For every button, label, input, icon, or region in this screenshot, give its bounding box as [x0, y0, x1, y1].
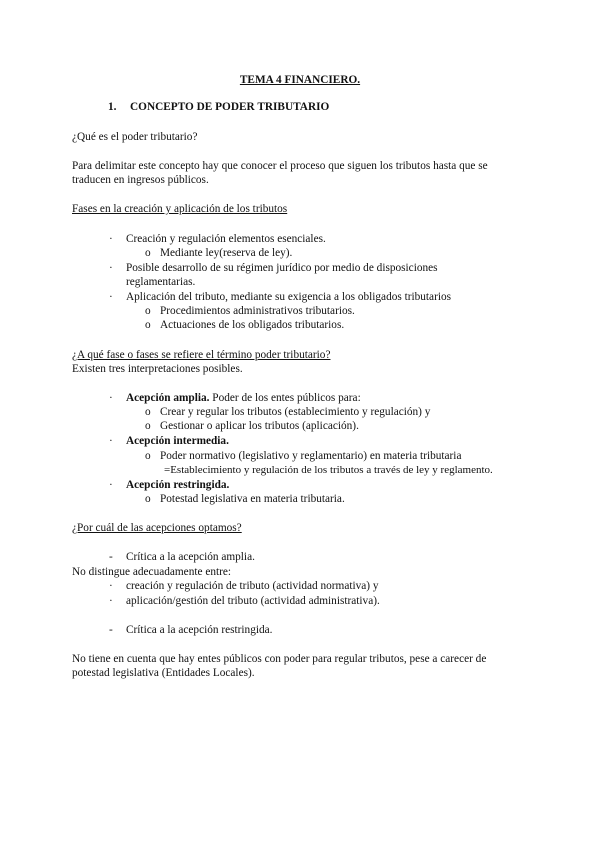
fases-heading: Fases en la creación y aplicación de los tributos — [72, 203, 288, 215]
page-title: TEMA 4 FINANCIERO. — [239, 74, 361, 86]
conclusion-line-1: No tiene en cuenta que hay entes públicos con poder para regular tributos, pese a carecer de — [72, 653, 487, 665]
question-fases-answer: Existen tres interpretaciones posibles. — [72, 363, 243, 375]
fases-item-2-line-1: Posible desarrollo de su régimen jurídico por medio de disposiciones — [126, 262, 438, 274]
distingue-item-2: aplicación/gestión del tributo (actividad administrativa). — [126, 595, 380, 607]
fases-item-1-sub-1: Mediante ley(reserva de ley). — [160, 247, 293, 259]
fases-item-3-sub-2: Actuaciones de los obligados tributarios. — [160, 319, 345, 331]
acepcion-amplia-text: Poder de los entes públicos para: — [209, 392, 361, 404]
intro-line-2: traducen en ingresos públicos. — [72, 174, 209, 186]
acepcion-intermedia-sub-1: Poder normativo (legislativo y reglamentario) en materia tributaria — [160, 450, 462, 462]
intro-line-1: Para delimitar este concepto hay que conocer el proceso que siguen los tributos hasta que se — [72, 160, 488, 172]
bullet-dot-icon: · — [109, 595, 113, 607]
bullet-circle-icon: o — [145, 247, 151, 259]
bullet-circle-icon: o — [145, 450, 151, 462]
bullet-dash-icon: - — [109, 624, 113, 636]
bullet-dot-icon: · — [109, 392, 113, 404]
bullet-dot-icon: · — [109, 479, 113, 491]
bullet-circle-icon: o — [145, 493, 151, 505]
bullet-circle-icon: o — [145, 406, 151, 418]
fases-item-2-line-2: reglamentarias. — [126, 276, 196, 288]
acepcion-restringida-label: Acepción restringida. — [126, 479, 230, 491]
bullet-dot-icon: · — [109, 233, 113, 245]
distingue-item-1: creación y regulación de tributo (actividad normativa) y — [126, 580, 379, 592]
acepcion-restringida-sub-1: Potestad legislativa en materia tributaria. — [160, 493, 345, 505]
acepcion-intermedia-sub-1-cont: =Establecimiento y regulación de los tributos a través de ley y reglamento. — [164, 464, 493, 476]
acepcion-intermedia-label: Acepción intermedia. — [126, 435, 229, 447]
bullet-dash-icon: - — [109, 551, 113, 563]
acepcion-amplia-label: Acepción amplia. — [126, 392, 210, 404]
acepcion-amplia-sub-2: Gestionar o aplicar los tributos (aplicación). — [160, 420, 359, 432]
bullet-dot-icon: · — [109, 435, 113, 447]
section-heading: CONCEPTO DE PODER TRIBUTARIO — [130, 101, 330, 113]
bullet-dot-icon: · — [109, 262, 113, 274]
question-fases: ¿A qué fase o fases se refiere el término poder tributario? — [72, 349, 331, 361]
bullet-dot-icon: · — [109, 291, 113, 303]
no-distingue: No distingue adecuadamente entre: — [72, 566, 232, 578]
bullet-dot-icon: · — [109, 580, 113, 592]
acepcion-amplia-sub-1: Crear y regular los tributos (establecimiento y regulación) y — [160, 406, 431, 418]
acepcion-amplia — [126, 391, 361, 405]
bullet-circle-icon: o — [145, 305, 151, 317]
bullet-circle-icon: o — [145, 319, 151, 331]
conclusion-line-2: potestad legislativa (Entidades Locales). — [72, 667, 255, 679]
question-poder-tributario: ¿Qué es el poder tributario? — [72, 131, 198, 143]
section-number: 1. — [108, 101, 117, 113]
critica-restringida: Crítica a la acepción restringida. — [126, 624, 273, 636]
fases-item-1: Creación y regulación elementos esenciales. — [126, 233, 326, 245]
question-acepciones: ¿Por cuál de las acepciones optamos? — [72, 522, 242, 534]
critica-amplia: Crítica a la acepción amplia. — [126, 551, 255, 563]
fases-item-3-sub-1: Procedimientos administrativos tributarios. — [160, 305, 355, 317]
bullet-circle-icon: o — [145, 420, 151, 432]
fases-item-3: Aplicación del tributo, mediante su exigencia a los obligados tributarios — [126, 291, 452, 303]
